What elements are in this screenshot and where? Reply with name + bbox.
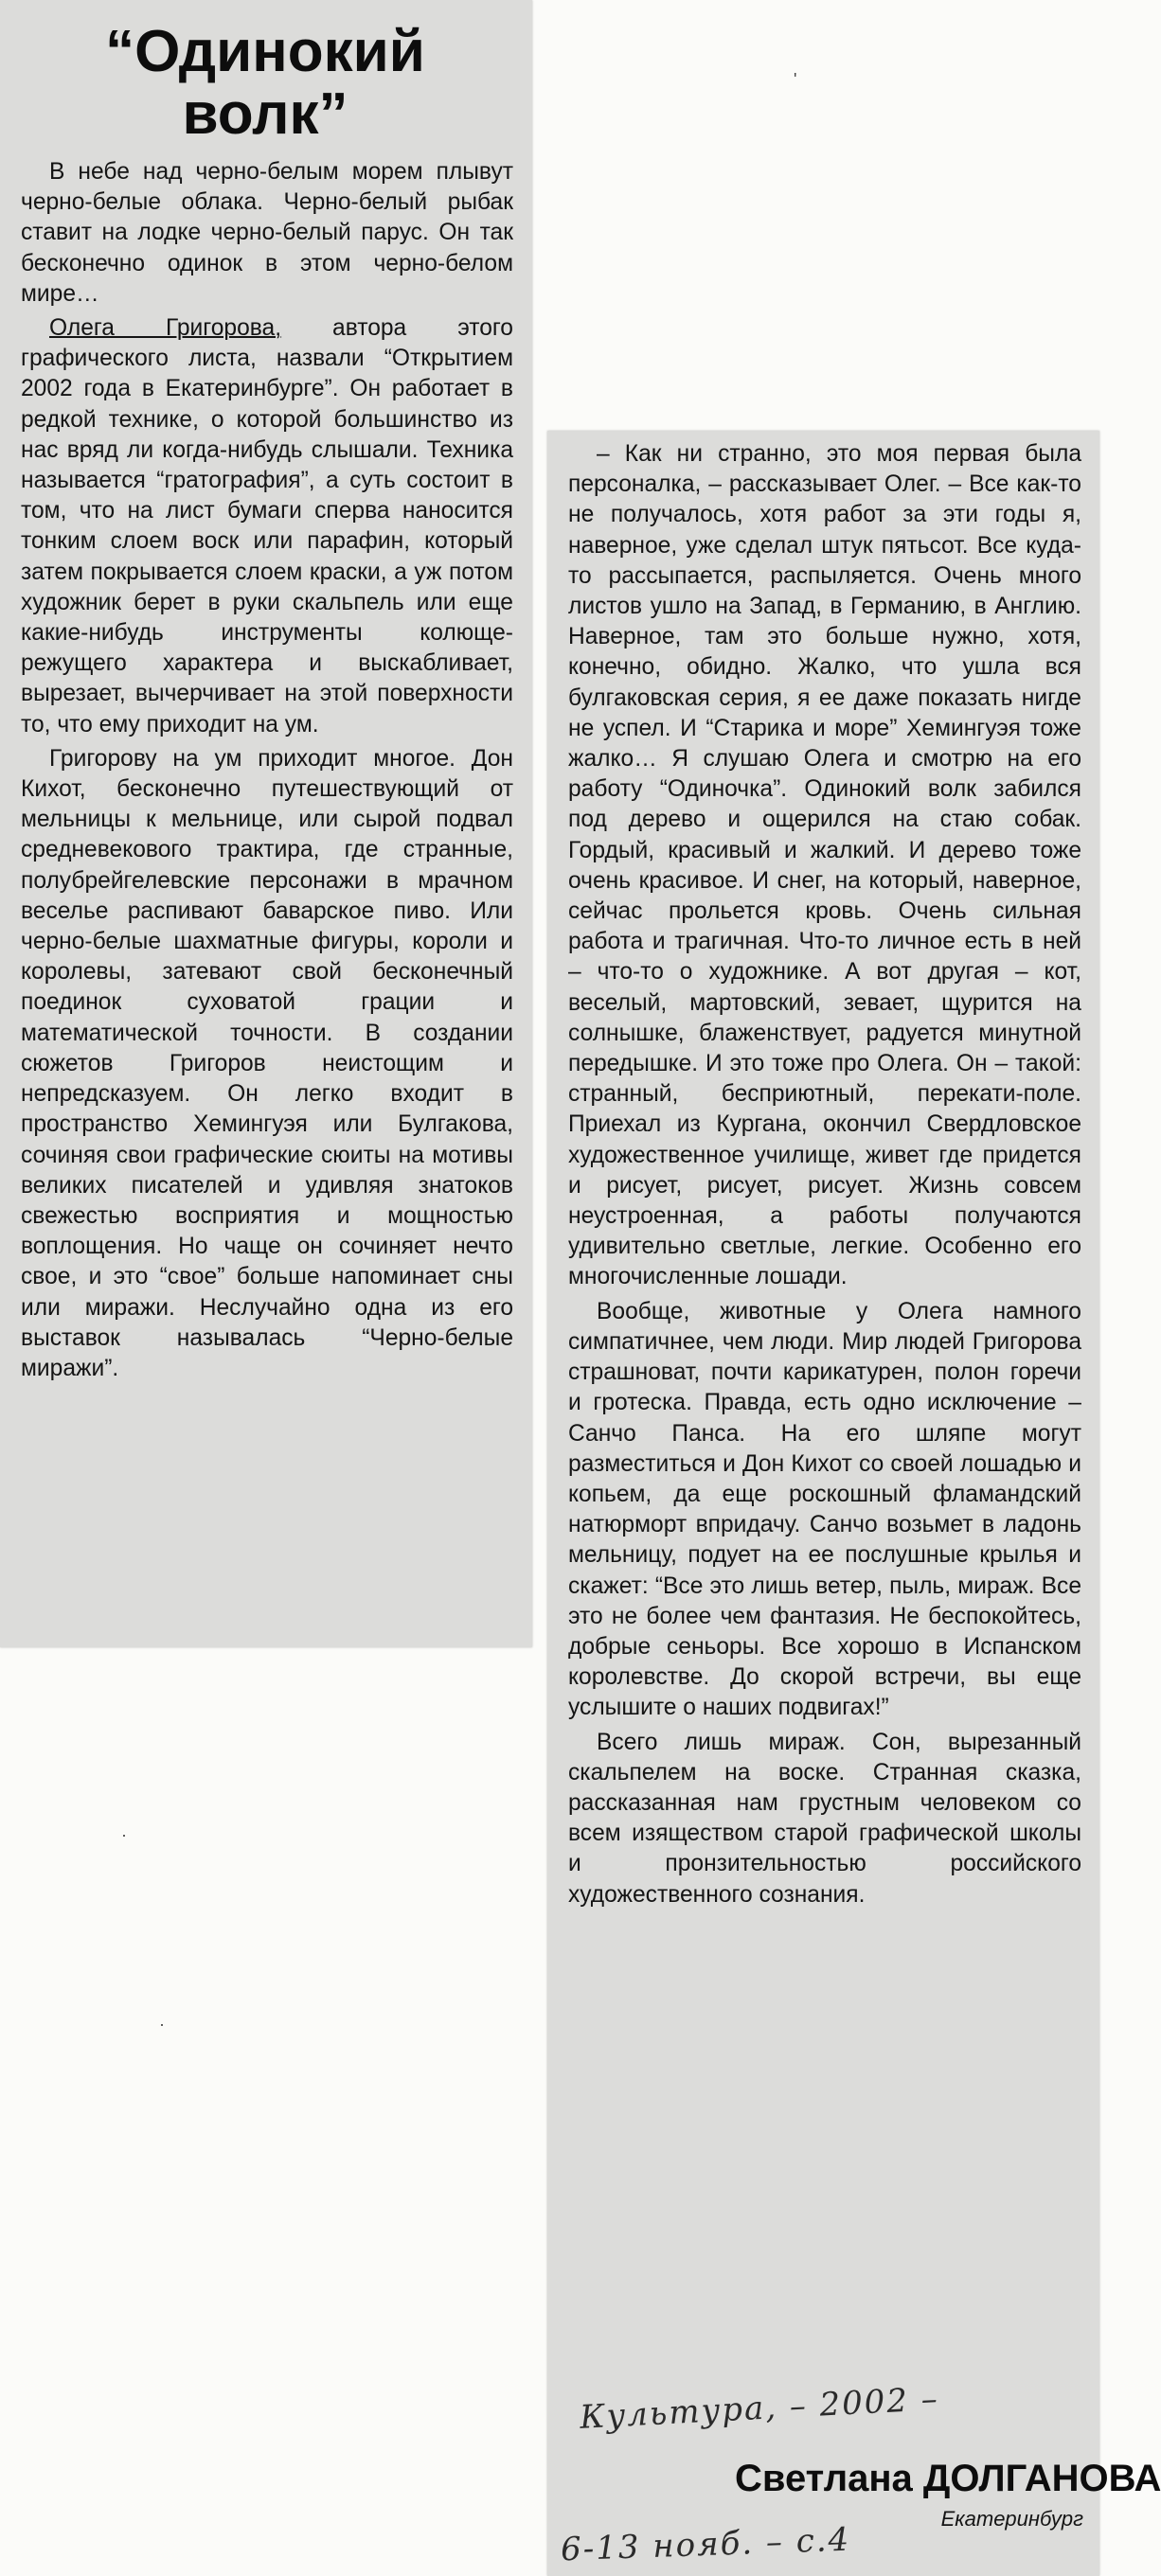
title-line-2: волк” xyxy=(182,81,348,147)
article-title xyxy=(38,21,492,146)
paragraph-2-text: автора этого графического листа, назвали “Открытием 2002 года в Екатеринбурге”. Он работает в редкой технике, о которой большинство из нас вряд ли когда-нибудь слышали. Техника называется “гратография”, а суть состоит в том, что на лист бумаги сперва наносится тонким слоем воск или парафин, который затем покрывается слоем краски, а уж потом художник берет в руки скальпель или еще какие-нибудь инструменты колюще-режущего характера и выскабливает, вырезает, вычерчивает на этой поверхности то, что ему приходит на ум. xyxy=(21,315,513,737)
clipping-left xyxy=(0,0,532,1647)
title-line-1: “Одинокий xyxy=(105,19,425,84)
author-city: Екатеринбург xyxy=(940,2507,1083,2531)
handwritten-source-note: Культура, – 2002 – xyxy=(579,2380,940,2437)
left-column xyxy=(21,157,513,1384)
paper-speck: · xyxy=(121,1825,127,1844)
paragraph-2 xyxy=(21,313,513,740)
paragraph-3: Григорову на ум приходит многое. Дон Кихот, бесконечно путешествующий от мельницы к мельнице, или сырой подвал средневекового трактира, где странные, полубрейгелевские персонажи в мрачном веселье распивают баварское пиво. Или черно-белые шахматные фигуры, короли и королевы, затевают свой бесконечный поединок суховатой грации и математической точности. В создании сюжетов Григоров неистощим и непредсказуем. Он легко входит в пространство Хемингуэя или Булгакова, сочиняя свои графические сюиты на мотивы великих писателей и удивляя знатоков свежестью восприятия и мощностью воплощения. Но чаще он сочиняет нечто свое, и это “свое” больше напоминает сны или миражи. Неслучайно одна из его выставок называлась “Черно-белые миражи”. xyxy=(21,745,513,1381)
paragraph-4: – Как ни странно, это моя первая была персоналка, – рассказывает Олег. – Все как-то не получалось, хотя работ за эти годы я, наверное, уже сделал штук пятьсот. Все куда-то рассыпается, распыляется. Очень много листов ушло на Запад, в Германию, в Англию. Наверное, там это больше нужно, хотя, конечно, обидно. Жалко, что ушла вся булгаковская серия, я ее даже показать нигде не успел. И “Старика и море” Хемингуэя тоже жалко… Я слушаю Олега и смотрю на его работу “Одиночка”. Одинокий волк забился под дерево и ощерился на стаю собак. Гордый, красивый и жалкий. И дерево тоже очень красивое. И снег, на который, наверное, сейчас прольется кровь. Очень сильная работа и трагичная. Что-то личное есть в ней – что-то о художнике. А вот другая – кот, веселый, мартовский, зевает, щурится на солнышке, блаженствует, радуется минутной передышке. И это тоже про Олега. Он – такой: странный, бесприютный, перекати-поле. Приехал из Кургана, окончил Свердловское художественное училище, живет где придется и рисует, рисует, рисует. Жизнь совсем неустроенная, а работы получаются удивительно светлые, легкие. Особенно его многочисленные лошади. xyxy=(568,441,1081,1290)
right-column xyxy=(568,439,1081,1910)
author-name: Светлана ДОЛГАНОВА xyxy=(735,2458,1161,2499)
paper-speck: · xyxy=(159,2015,165,2034)
paper-speck: ʹ xyxy=(794,70,797,89)
paragraph-1: В небе над черно-белым морем плывут черно-белые облака. Черно-белый рыбак ставит на лодке черно-белый парус. Он так бесконечно одинок в этом черно-белом мире… xyxy=(21,159,513,307)
underlined-name: Олега Григорова, xyxy=(49,315,282,342)
paragraph-6: Всего лишь мираж. Сон, вырезанный скальпелем на воске. Странная сказка, рассказанная нам грустным человеком со всем изяществом старой графической школы и пронзительностью российского художественного сознания. xyxy=(568,1729,1081,1908)
paragraph-5: Вообще, животные у Олега намного симпатичнее, чем люди. Мир людей Григорова страшноват, почти карикатурен, полон горечи и гротеска. Правда, есть одно исключение – Санчо Панса. На его шляпе могут разместиться и Дон Кихот со своей лошадью и копьем, да еще роскошный фламандский натюрморт впридачу. Санчо возьмет в ладонь мельницу, подует на ее послушные крылья и скажет: “Все это лишь ветер, пыль, мираж. Все это не более чем фантазия. Не беспокойтесь, добрые сеньоры. Все хорошо в Испанском королевстве. До скорой встречи, вы еще услышите о наших подвигах!” xyxy=(568,1298,1081,1721)
handwritten-date-note: 6-13 нояб. – с.4 xyxy=(560,2520,851,2569)
